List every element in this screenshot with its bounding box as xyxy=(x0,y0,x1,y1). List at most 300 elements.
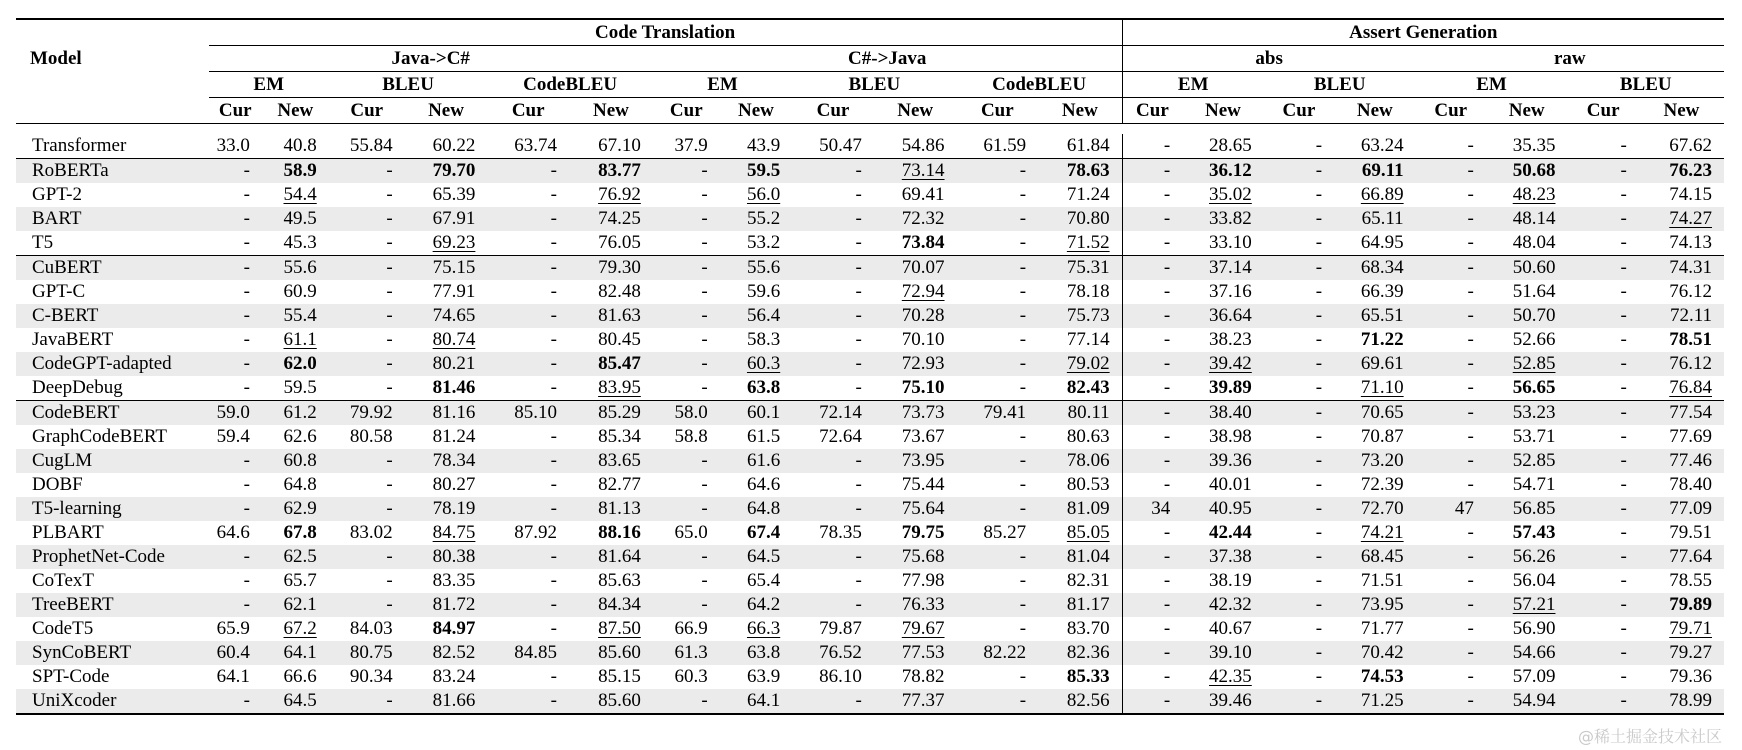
cell-value: 42.32 xyxy=(1209,594,1252,615)
new-value-cell xyxy=(569,641,653,665)
cur-value-cell xyxy=(329,665,405,689)
cur-value-cell xyxy=(209,280,262,304)
cur-value-cell xyxy=(1264,280,1334,304)
cur-value-cell xyxy=(329,280,405,304)
cell-value: 76.23 xyxy=(1669,160,1712,181)
new-value-cell xyxy=(1639,328,1724,352)
model-name-cell: JavaBERT xyxy=(32,329,114,350)
cell-value: 85.15 xyxy=(598,666,641,687)
new-value-cell xyxy=(1038,521,1122,545)
cell-value: - xyxy=(855,160,862,181)
cell-value: 52.85 xyxy=(1512,353,1556,374)
cell-value: 64.5 xyxy=(283,690,317,711)
new-value-cell xyxy=(262,593,329,617)
cell-value: 77.69 xyxy=(1669,426,1712,447)
table-row xyxy=(16,304,1724,328)
new-value-cell xyxy=(1038,280,1122,304)
model-name-cell: PLBART xyxy=(32,522,104,543)
new-value-cell xyxy=(1334,641,1416,665)
cur-value-cell xyxy=(1567,545,1638,569)
cell-value: 69.11 xyxy=(1361,160,1404,181)
cell-value: - xyxy=(243,450,250,471)
header-cur: Cur xyxy=(329,98,405,124)
cell-value: 73.67 xyxy=(901,426,945,447)
model-name-cell: SynCoBERT xyxy=(16,641,209,665)
new-value-cell xyxy=(1486,521,1568,545)
cell-value: - xyxy=(855,690,862,711)
cell-value: 40.67 xyxy=(1209,618,1252,639)
cell-value: 85.47 xyxy=(598,353,641,374)
new-value-cell xyxy=(1182,280,1264,304)
cell-value: 85.60 xyxy=(598,642,641,663)
cell-value: 53.2 xyxy=(746,232,781,253)
cell-value: - xyxy=(1163,305,1171,326)
new-value-cell xyxy=(1486,159,1568,184)
table-row xyxy=(16,159,1724,184)
cell-value: 77.98 xyxy=(901,570,945,591)
cell-value: 85.60 xyxy=(598,690,641,711)
cell-value: - xyxy=(1620,642,1627,663)
cell-value: - xyxy=(1163,135,1171,156)
cur-value-cell xyxy=(329,207,405,231)
cell-value: 39.42 xyxy=(1209,353,1252,374)
cell-value: 79.75 xyxy=(901,522,945,543)
new-value-cell xyxy=(569,689,653,714)
cell-value: - xyxy=(1315,426,1323,447)
cell-value: 35.35 xyxy=(1512,135,1556,156)
table-row xyxy=(16,376,1724,401)
cur-value-cell xyxy=(792,183,874,207)
cell-value: - xyxy=(701,690,708,711)
header-metric: EM xyxy=(209,72,329,98)
new-value-cell xyxy=(262,521,329,545)
new-value-cell xyxy=(1334,376,1416,401)
cell-value: 58.0 xyxy=(674,402,708,423)
cell-value: - xyxy=(243,690,250,711)
cell-value: - xyxy=(855,474,862,495)
new-value-cell xyxy=(1182,328,1264,352)
cur-value-cell xyxy=(487,521,569,545)
cur-value-cell xyxy=(1122,593,1182,617)
new-value-cell xyxy=(1182,159,1264,184)
new-value-cell xyxy=(569,328,653,352)
cell-value: - xyxy=(386,184,393,205)
cur-value-cell xyxy=(653,256,720,281)
new-value-cell xyxy=(569,449,653,473)
cell-value: - xyxy=(1163,618,1171,639)
cell-value: 78.40 xyxy=(1669,474,1712,495)
cell-value: 79.30 xyxy=(598,257,641,278)
new-value-cell xyxy=(262,425,329,449)
cur-value-cell xyxy=(957,521,1039,545)
new-value-cell xyxy=(405,617,488,641)
new-value-cell xyxy=(874,449,957,473)
cell-value: 68.34 xyxy=(1360,257,1404,278)
new-value-cell xyxy=(720,304,793,328)
cell-value: - xyxy=(550,498,557,519)
cur-value-cell xyxy=(487,401,569,426)
new-value-cell xyxy=(720,449,793,473)
cell-value: - xyxy=(855,281,862,302)
header-metric: BLEU xyxy=(1264,72,1416,98)
cell-value: 62.9 xyxy=(283,498,317,519)
cell-value: 77.91 xyxy=(432,281,476,302)
cur-value-cell xyxy=(209,521,262,545)
header-metric: BLEU xyxy=(329,72,488,98)
cell-value: - xyxy=(550,426,557,447)
cell-value: - xyxy=(1163,426,1171,447)
new-value-cell xyxy=(874,256,957,281)
cur-value-cell xyxy=(1567,183,1638,207)
cur-value-cell xyxy=(329,593,405,617)
cur-value-cell xyxy=(957,689,1039,714)
cur-value-cell xyxy=(653,401,720,426)
cell-value: - xyxy=(243,257,250,278)
cur-value-cell xyxy=(653,159,720,184)
table-row xyxy=(16,593,1724,617)
cell-value: 71.25 xyxy=(1360,690,1404,711)
cell-value: - xyxy=(1620,208,1627,229)
cur-value-cell xyxy=(329,425,405,449)
cur-value-cell xyxy=(1122,521,1182,545)
new-value-cell xyxy=(405,449,488,473)
new-value-cell xyxy=(1486,425,1568,449)
model-name-cell: SPT-Code xyxy=(32,666,110,687)
cur-value-cell xyxy=(209,207,262,231)
new-value-cell xyxy=(569,207,653,231)
cell-value: - xyxy=(1163,160,1171,181)
new-value-cell xyxy=(262,134,329,159)
cur-value-cell xyxy=(957,569,1039,593)
new-value-cell xyxy=(720,689,793,714)
new-value-cell xyxy=(1486,183,1568,207)
new-value-cell xyxy=(1334,449,1416,473)
new-value-cell xyxy=(262,207,329,231)
table-row xyxy=(16,183,1724,207)
cur-value-cell xyxy=(1122,641,1182,665)
cell-value: 82.56 xyxy=(1066,690,1110,711)
cur-value-cell xyxy=(1567,207,1638,231)
cell-value: - xyxy=(386,281,393,302)
cell-value: 76.33 xyxy=(901,594,945,615)
new-value-cell xyxy=(1038,231,1122,256)
cur-value-cell xyxy=(1567,401,1638,426)
new-value-cell xyxy=(1182,401,1264,426)
cell-value: 82.22 xyxy=(983,642,1027,663)
cur-value-cell xyxy=(329,328,405,352)
new-value-cell xyxy=(1182,376,1264,401)
cell-value: 77.14 xyxy=(1066,329,1110,350)
cell-value: 84.85 xyxy=(514,642,557,663)
cur-value-cell xyxy=(209,497,262,521)
cell-value: 65.11 xyxy=(1361,208,1404,229)
cur-value-cell xyxy=(1264,617,1334,641)
table-row xyxy=(16,545,1724,569)
cell-value: - xyxy=(1467,474,1474,495)
cell-value: 61.6 xyxy=(746,450,781,471)
new-value-cell xyxy=(874,231,957,256)
cur-value-cell xyxy=(1567,256,1638,281)
header-row-cur-new xyxy=(16,98,1724,124)
cell-value: - xyxy=(1019,232,1027,253)
cell-value: - xyxy=(1019,305,1027,326)
cell-value: 50.60 xyxy=(1512,257,1556,278)
new-value-cell xyxy=(569,231,653,256)
cell-value: 78.51 xyxy=(1669,329,1712,350)
cell-value: 83.70 xyxy=(1066,618,1110,639)
cell-value: 84.75 xyxy=(432,522,476,543)
model-name-cell: T5 xyxy=(32,232,54,253)
cell-value: - xyxy=(1163,208,1171,229)
new-value-cell xyxy=(1334,134,1416,159)
new-value-cell xyxy=(569,183,653,207)
cell-value: - xyxy=(243,377,250,398)
new-value-cell xyxy=(874,159,957,184)
cell-value: 79.41 xyxy=(983,402,1027,423)
new-value-cell xyxy=(1334,617,1416,641)
cell-value: - xyxy=(1620,498,1627,519)
cur-value-cell xyxy=(1122,256,1182,281)
results-table-container xyxy=(16,18,1724,715)
cell-value: 71.77 xyxy=(1360,618,1404,639)
cur-value-cell xyxy=(209,641,262,665)
cell-value: - xyxy=(855,594,862,615)
cell-value: 69.61 xyxy=(1360,353,1404,374)
new-value-cell xyxy=(405,183,488,207)
new-value-cell xyxy=(874,473,957,497)
cur-value-cell xyxy=(487,593,569,617)
cell-value: 60.8 xyxy=(283,450,317,471)
cell-value: - xyxy=(1620,666,1627,687)
cell-value: 72.94 xyxy=(901,281,945,302)
cell-value: 79.02 xyxy=(1066,353,1110,374)
cell-value: 37.38 xyxy=(1209,546,1252,567)
cur-value-cell xyxy=(1264,641,1334,665)
cell-value: 87.50 xyxy=(598,618,641,639)
new-value-cell xyxy=(720,497,793,521)
cur-value-cell xyxy=(1264,134,1334,159)
new-value-cell xyxy=(1486,304,1568,328)
cell-value: - xyxy=(701,257,708,278)
header-row-top xyxy=(16,19,1724,46)
new-value-cell xyxy=(720,376,793,401)
new-value-cell xyxy=(1486,617,1568,641)
cell-value: - xyxy=(1620,160,1627,181)
cell-value: 75.44 xyxy=(901,474,945,495)
cur-value-cell xyxy=(1122,328,1182,352)
cell-value: - xyxy=(550,160,557,181)
cur-value-cell xyxy=(487,641,569,665)
cur-value-cell xyxy=(1264,231,1334,256)
cell-value: - xyxy=(1163,546,1171,567)
cell-value: 37.14 xyxy=(1209,257,1252,278)
cur-value-cell xyxy=(329,256,405,281)
cur-value-cell xyxy=(1264,183,1334,207)
new-value-cell xyxy=(405,425,488,449)
cell-value: 83.95 xyxy=(598,377,641,398)
header-code-translation: Code Translation xyxy=(209,19,1122,46)
cell-value: 75.31 xyxy=(1066,257,1110,278)
new-value-cell xyxy=(1182,593,1264,617)
new-value-cell xyxy=(874,207,957,231)
new-value-cell xyxy=(262,401,329,426)
new-value-cell xyxy=(1038,545,1122,569)
table-row xyxy=(16,425,1724,449)
cell-value: 77.53 xyxy=(901,642,945,663)
cur-value-cell xyxy=(653,617,720,641)
table-row xyxy=(16,665,1724,689)
new-value-cell xyxy=(1182,689,1264,714)
cell-value: - xyxy=(855,353,862,374)
cell-value: - xyxy=(1467,135,1474,156)
cur-value-cell xyxy=(957,376,1039,401)
cur-value-cell xyxy=(209,689,262,714)
new-value-cell xyxy=(720,159,793,184)
cell-value: - xyxy=(855,450,862,471)
new-value-cell xyxy=(1182,231,1264,256)
cell-value: - xyxy=(1467,257,1474,278)
cell-value: 39.10 xyxy=(1209,642,1252,663)
cell-value: 70.10 xyxy=(901,329,945,350)
results-table xyxy=(16,18,1724,715)
new-value-cell xyxy=(405,497,488,521)
cur-value-cell xyxy=(1567,376,1638,401)
cell-value: 56.26 xyxy=(1512,546,1556,567)
cell-value: 74.53 xyxy=(1360,666,1404,687)
cur-value-cell xyxy=(792,473,874,497)
cell-value: 80.45 xyxy=(598,329,641,350)
cur-value-cell xyxy=(487,231,569,256)
header-metric: BLEU xyxy=(792,72,956,98)
new-value-cell xyxy=(720,207,793,231)
cur-value-cell xyxy=(487,617,569,641)
new-value-cell xyxy=(405,569,488,593)
cur-value-cell xyxy=(487,159,569,184)
cell-value: - xyxy=(1315,257,1323,278)
cell-value: 72.93 xyxy=(901,353,945,374)
cell-value: 51.64 xyxy=(1512,281,1556,302)
new-value-cell xyxy=(1639,352,1724,376)
cell-value: 74.25 xyxy=(598,208,641,229)
new-value-cell xyxy=(262,689,329,714)
cell-value: 76.84 xyxy=(1669,377,1712,398)
cell-value: 56.04 xyxy=(1512,570,1556,591)
cell-value: - xyxy=(386,160,393,181)
cell-value: 81.72 xyxy=(432,594,476,615)
cell-value: - xyxy=(1620,594,1627,615)
cur-value-cell xyxy=(487,497,569,521)
new-value-cell xyxy=(405,134,488,159)
cell-value: 83.02 xyxy=(349,522,393,543)
cur-value-cell xyxy=(1264,449,1334,473)
cur-value-cell xyxy=(329,569,405,593)
cell-value: 38.19 xyxy=(1209,570,1252,591)
header-metric: CodeBLEU xyxy=(487,72,652,98)
new-value-cell xyxy=(1038,593,1122,617)
cell-value: 56.4 xyxy=(746,305,781,326)
cell-value: - xyxy=(1019,426,1027,447)
cell-value: 74.65 xyxy=(432,305,476,326)
cur-value-cell xyxy=(792,280,874,304)
cur-value-cell xyxy=(653,641,720,665)
cur-value-cell xyxy=(957,617,1039,641)
cell-value: 71.52 xyxy=(1066,232,1110,253)
cur-value-cell xyxy=(1416,521,1486,545)
cur-value-cell xyxy=(1122,425,1182,449)
cur-value-cell xyxy=(1416,328,1486,352)
table-row xyxy=(16,231,1724,256)
cell-value: - xyxy=(1315,474,1323,495)
new-value-cell xyxy=(1486,569,1568,593)
cell-value: 80.38 xyxy=(432,546,476,567)
new-value-cell xyxy=(1334,425,1416,449)
cell-value: - xyxy=(243,353,250,374)
cur-value-cell xyxy=(1567,689,1638,714)
cell-value: 81.64 xyxy=(598,546,641,567)
cell-value: - xyxy=(243,546,250,567)
cur-value-cell xyxy=(1264,159,1334,184)
table-row xyxy=(16,497,1724,521)
new-value-cell xyxy=(1486,449,1568,473)
cell-value: 43.9 xyxy=(746,135,781,156)
cell-value: - xyxy=(1620,135,1627,156)
cur-value-cell xyxy=(1567,497,1638,521)
new-value-cell xyxy=(569,304,653,328)
cell-value: 40.01 xyxy=(1209,474,1252,495)
cell-value: 69.41 xyxy=(901,184,945,205)
cur-value-cell xyxy=(1567,280,1638,304)
cur-value-cell xyxy=(1122,304,1182,328)
cur-value-cell xyxy=(329,641,405,665)
cell-value: - xyxy=(1019,353,1027,374)
header-cur: Cur xyxy=(1416,98,1486,124)
cur-value-cell xyxy=(487,425,569,449)
cell-value: 65.4 xyxy=(746,570,781,591)
cur-value-cell xyxy=(792,593,874,617)
new-value-cell xyxy=(262,231,329,256)
new-value-cell xyxy=(1486,256,1568,281)
new-value-cell xyxy=(1486,545,1568,569)
cell-value: - xyxy=(1467,426,1474,447)
cell-value: - xyxy=(1163,450,1171,471)
cell-value: 82.48 xyxy=(598,281,641,302)
cell-value: - xyxy=(386,208,393,229)
cur-value-cell xyxy=(957,328,1039,352)
cell-value: 28.65 xyxy=(1209,135,1252,156)
cur-value-cell xyxy=(653,134,720,159)
model-column-header: Model xyxy=(16,19,209,98)
cell-value: 83.65 xyxy=(598,450,641,471)
cur-value-cell xyxy=(209,376,262,401)
new-value-cell xyxy=(1182,569,1264,593)
cur-value-cell xyxy=(209,449,262,473)
cur-value-cell xyxy=(487,256,569,281)
table-row xyxy=(16,473,1724,497)
new-value-cell xyxy=(1639,641,1724,665)
cur-value-cell xyxy=(209,134,262,159)
cell-value: 60.4 xyxy=(216,642,250,663)
table-row xyxy=(16,280,1724,304)
new-value-cell xyxy=(1639,617,1724,641)
new-value-cell xyxy=(874,665,957,689)
new-value-cell xyxy=(720,134,793,159)
cell-value: 56.0 xyxy=(746,184,781,205)
cur-value-cell xyxy=(1264,497,1334,521)
cur-value-cell xyxy=(1122,665,1182,689)
cur-value-cell xyxy=(1567,569,1638,593)
header-java-to-csharp: Java->C# xyxy=(209,46,653,72)
cell-value: 72.39 xyxy=(1360,474,1404,495)
